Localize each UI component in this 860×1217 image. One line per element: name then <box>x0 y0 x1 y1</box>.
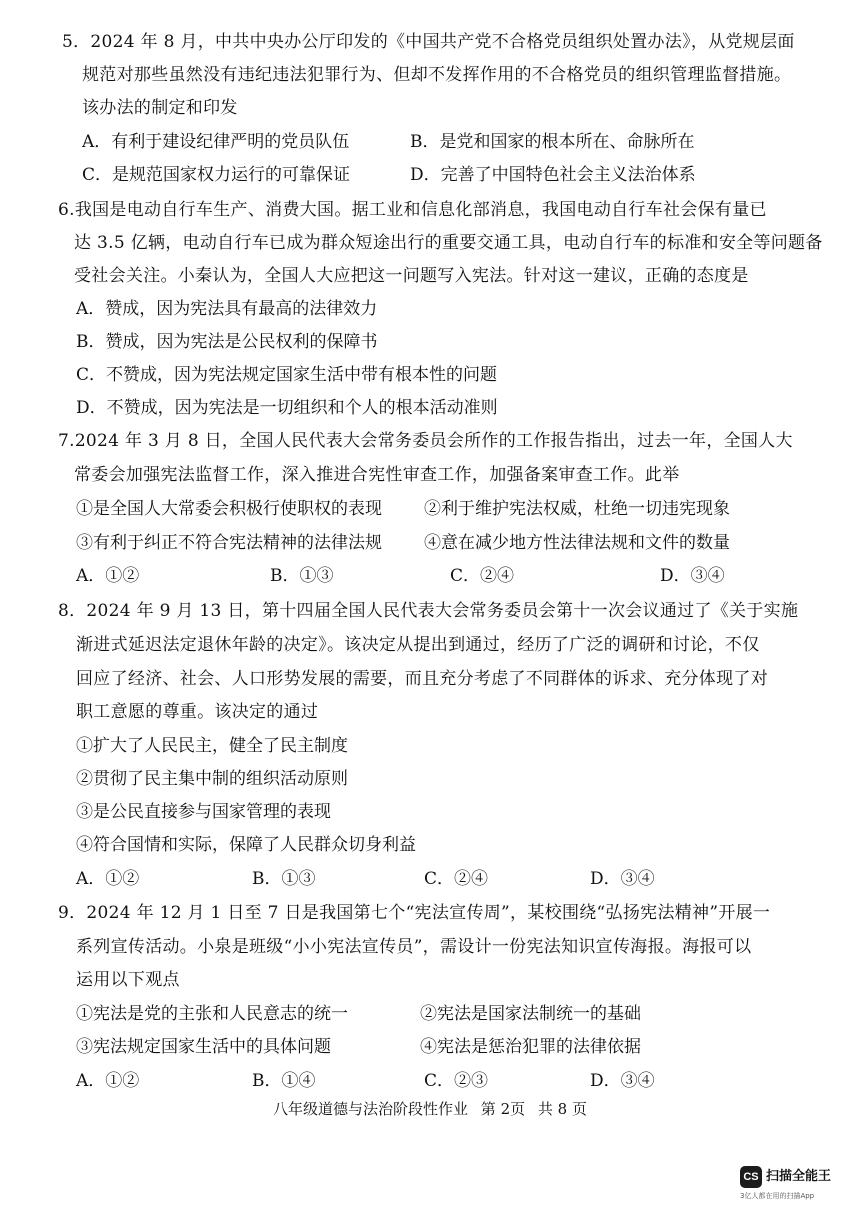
question-7-statement-2: ②利于维护宪法权威，杜绝一切违宪现象 <box>424 499 730 519</box>
question-8-option-d: D．③④ <box>590 869 655 889</box>
question-5-option-c: C．是规范国家权力运行的可靠保证 <box>82 165 351 185</box>
question-6-option-b: B．赞成，因为宪法是公民权利的保障书 <box>76 332 378 352</box>
question-8-statement-1: ①扩大了人民民主，健全了民主制度 <box>76 736 348 756</box>
question-5-stem-line-2: 规范对那些虽然没有违纪违法犯罪行为、但却不发挥作用的不合格党员的组织管理监督措施。 <box>82 65 792 85</box>
question-8-stem-line-2: 渐进式延迟法定退休年龄的决定》。该决定从提出到通过，经历了广泛的调研和讨论，不仅 <box>76 635 760 655</box>
question-8-option-a: A．①② <box>76 869 140 889</box>
question-8-stem-line-3: 回应了经济、社会、人口形势发展的需要，而且充分考虑了不同群体的诉求、充分体现了对 <box>76 669 768 689</box>
question-8-stem-line-4: 职工意愿的尊重。该决定的通过 <box>76 702 319 722</box>
question-9-statement-3: ③宪法规定国家生活中的具体问题 <box>76 1037 331 1057</box>
scanner-watermark <box>740 1166 848 1206</box>
question-5-stem-line-1: 5．2024 年 8 月，中共中央办公厅印发的《中国共产党不合格党员组织处置办法》，从党规层面 <box>62 32 795 52</box>
question-8-option-c: C．②④ <box>424 869 489 889</box>
question-6-stem-line-2: 达 3.5 亿辆，电动自行车已成为群众短途出行的重要交通工具，电动自行车的标准和安全等问题备 <box>74 233 823 253</box>
footer-page-number: 第 2页 <box>480 1100 526 1118</box>
question-9-statement-2: ②宪法是国家法制统一的基础 <box>420 1004 641 1024</box>
question-9-option-d: D．③④ <box>590 1071 655 1091</box>
scanner-brand-name: 扫描全能王 <box>766 1169 832 1184</box>
question-9-option-a: A．①② <box>76 1071 140 1091</box>
question-8-statement-3: ③是公民直接参与国家管理的表现 <box>76 802 331 822</box>
question-5-stem-line-3: 该办法的制定和印发 <box>82 98 238 118</box>
footer-title: 八年级道德与法治阶段性作业 <box>273 1100 469 1118</box>
question-6-stem-line-3: 受社会关注。小秦认为，全国人大应把这一问题写入宪法。针对这一建议，正确的态度是 <box>74 266 749 286</box>
question-8-statement-4: ④符合国情和实际，保障了人民群众切身利益 <box>76 835 416 855</box>
question-9-stem-line-3: 运用以下观点 <box>76 970 180 990</box>
footer-total-pages: 共 8 页 <box>537 1100 587 1118</box>
scanner-slogan: 3亿人都在用的扫描App <box>740 1192 815 1200</box>
question-8-option-b: B．①③ <box>252 869 316 889</box>
question-6-option-d: D．不赞成，因为宪法是一切组织和个人的根本活动准则 <box>76 398 498 418</box>
question-7-statement-1: ①是全国人大常委会积极行使职权的表现 <box>76 499 382 519</box>
question-7-option-c: C．②④ <box>450 566 515 586</box>
question-7-option-b: B．①③ <box>270 566 334 586</box>
question-7-option-d: D．③④ <box>660 566 725 586</box>
question-9-option-c: C．②③ <box>424 1071 489 1091</box>
question-9-option-b: B．①④ <box>252 1071 316 1091</box>
question-7-option-a: A．①② <box>76 566 140 586</box>
question-9-stem-line-1: 9．2024 年 12 月 1 日至 7 日是我国第七个“宪法宣传周”，某校围绕“弘扬宪法精神”开展一 <box>58 903 771 923</box>
page-footer <box>0 1098 860 1120</box>
question-6-option-a: A．赞成，因为宪法具有最高的法律效力 <box>76 299 378 319</box>
camscanner-logo-icon: CS <box>740 1166 762 1188</box>
question-5-option-a: A．有利于建设纪律严明的党员队伍 <box>82 132 350 152</box>
question-8-statement-2: ②贯彻了民主集中制的组织活动原则 <box>76 769 348 789</box>
question-7-statement-4: ④意在减少地方性法律法规和文件的数量 <box>424 533 730 553</box>
question-8-stem-line-1: 8．2024 年 9 月 13 日，第十四届全国人民代表大会常务委员会第十一次会议通过了《关于实施 <box>58 601 799 621</box>
question-7-stem-line-2: 常委会加强宪法监督工作，深入推进合宪性审查工作，加强备案审查工作。此举 <box>74 465 680 485</box>
question-9-stem-line-2: 系列宣传活动。小泉是班级“小小宪法宣传员”，需设计一份宪法知识宣传海报。海报可以 <box>76 937 752 957</box>
question-5-option-b: B．是党和国家的根本所在、命脉所在 <box>410 132 695 152</box>
question-6-option-c: C．不赞成，因为宪法规定国家生活中带有根本性的问题 <box>76 365 498 385</box>
question-9-statement-1: ①宪法是党的主张和人民意志的统一 <box>76 1004 348 1024</box>
question-5-option-d: D．完善了中国特色社会主义法治体系 <box>410 165 696 185</box>
question-7-statement-3: ③有利于纠正不符合宪法精神的法律法规 <box>76 533 382 553</box>
question-7-stem-line-1: 7.2024 年 3 月 8 日，全国人民代表大会常务委员会所作的工作报告指出，过去一年，全国人大 <box>58 431 793 451</box>
question-9-statement-4: ④宪法是惩治犯罪的法律依据 <box>420 1037 641 1057</box>
question-6-stem-line-1: 6.我国是电动自行车生产、消费大国。据工业和信息化部消息，我国电动自行车社会保有量已 <box>58 200 767 220</box>
